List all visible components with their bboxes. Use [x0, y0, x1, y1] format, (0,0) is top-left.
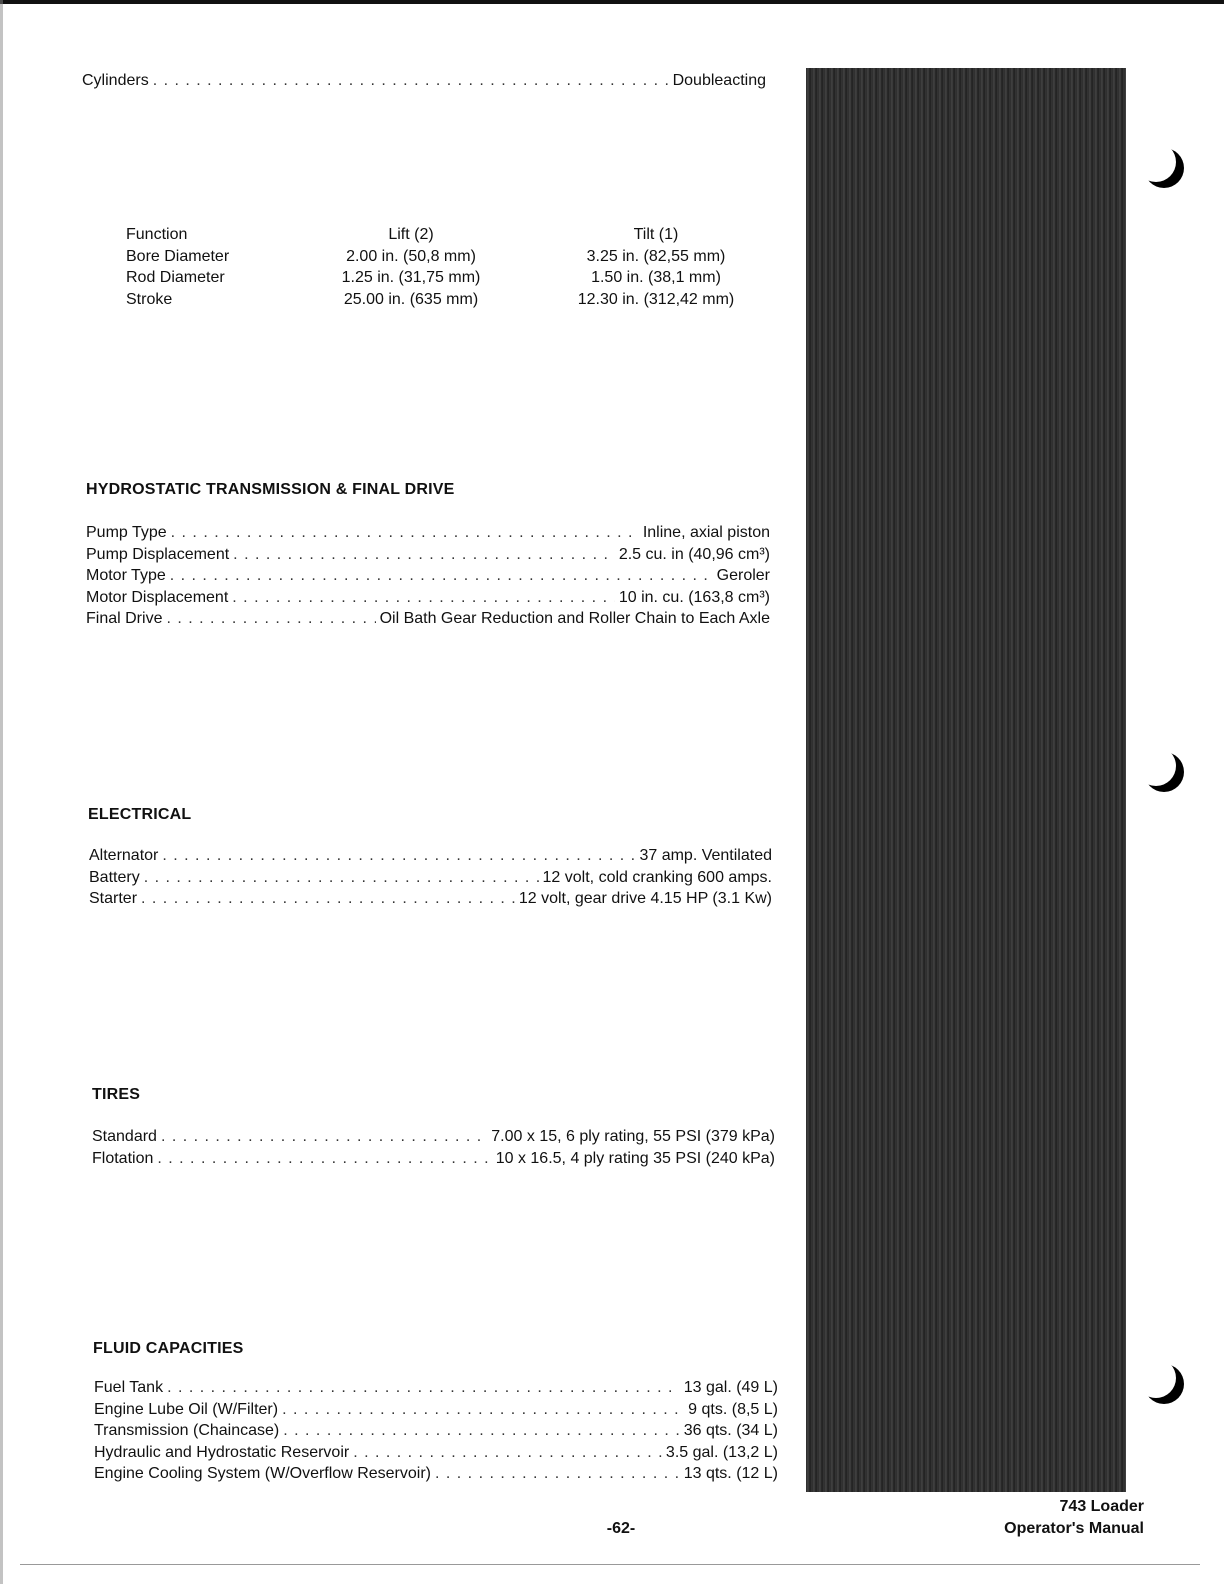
binder-hole-bottom — [1144, 1364, 1184, 1404]
dot-leader — [232, 587, 615, 609]
cylinders-label: Cylinders — [82, 72, 149, 89]
spec-label: Battery — [89, 868, 140, 886]
lift-value: 2.00 in. (50,8 mm) — [346, 247, 476, 265]
section-heading-electrical: ELECTRICAL — [88, 806, 192, 823]
dot-leader — [166, 608, 375, 630]
spec-row — [94, 1463, 778, 1485]
dot-leader — [233, 544, 615, 566]
table-row — [126, 267, 786, 289]
section-heading-fluid-capacities: FLUID CAPACITIES — [93, 1340, 244, 1357]
section-heading-hydrostatic: HYDROSTATIC TRANSMISSION & FINAL DRIVE — [86, 481, 455, 498]
electrical-spec-list — [89, 845, 772, 910]
top-border — [0, 0, 1224, 4]
left-scan-edge — [0, 0, 3, 1584]
spec-label: Engine Cooling System (W/Overflow Reservoir) — [94, 1465, 431, 1482]
manual-footer — [1004, 1496, 1144, 1539]
cylinders-value: Doubleacting — [672, 72, 766, 89]
bottom-border — [20, 1564, 1200, 1565]
spec-row — [89, 867, 772, 889]
spec-value: Geroler — [716, 567, 770, 584]
dot-leader — [170, 565, 713, 587]
lift-value: 25.00 in. (635 mm) — [343, 290, 479, 308]
spec-value: 37 amp. Ventilated — [639, 847, 772, 864]
spec-value: 13 gal. (49 L) — [683, 1379, 778, 1396]
binder-hole-top — [1144, 148, 1184, 188]
spec-label: Hydraulic and Hydrostatic Reservoir — [94, 1443, 350, 1461]
dot-leader — [171, 522, 639, 544]
dot-leader — [162, 845, 635, 867]
spec-label: Engine Lube Oil (W/Filter) — [94, 1400, 279, 1418]
dot-leader — [435, 1463, 680, 1485]
spec-row — [86, 587, 770, 609]
spec-row — [94, 1399, 778, 1421]
spec-label: Pump Type — [86, 524, 167, 541]
dot-leader — [282, 1399, 684, 1421]
cylinders-row — [82, 70, 766, 92]
spec-row — [86, 544, 770, 566]
spec-value: 12 volt, cold cranking 600 amps. — [542, 868, 772, 886]
footer-title: Operator's Manual — [1004, 1519, 1144, 1537]
tilt-value: 1.50 in. (38,1 mm) — [591, 269, 721, 286]
dot-leader — [283, 1420, 679, 1442]
spec-value: 3.5 gal. (13,2 L) — [665, 1443, 778, 1461]
spec-label: Motor Type — [86, 567, 166, 584]
dot-leader — [153, 70, 669, 92]
spec-label: Alternator — [89, 847, 159, 864]
spec-row — [89, 845, 772, 867]
tilt-value: 12.30 in. (312,42 mm) — [577, 290, 735, 308]
spec-value: 10 x 16.5, 4 ply rating 35 PSI (240 kPa) — [495, 1149, 775, 1167]
spec-label: Motor Displacement — [86, 588, 229, 606]
spec-row — [86, 608, 770, 630]
spec-row — [94, 1442, 778, 1464]
dot-leader — [161, 1126, 487, 1148]
cylinder-spec-table — [126, 224, 786, 310]
spec-value: 7.00 x 15, 6 ply rating, 55 PSI (379 kPa) — [491, 1128, 775, 1145]
spec-row — [86, 522, 770, 544]
table-header-row — [126, 224, 786, 246]
spec-row — [94, 1420, 778, 1442]
spec-row — [89, 888, 772, 910]
footer-model: 743 Loader — [1059, 1498, 1144, 1515]
spec-value: 2.5 cu. in (40,96 cm³) — [618, 545, 770, 563]
binder-hole-middle — [1144, 752, 1184, 792]
hydrostatic-spec-list — [86, 522, 770, 630]
row-label: Rod Diameter — [126, 269, 225, 286]
lift-value: 1.25 in. (31,75 mm) — [341, 269, 481, 286]
spec-label: Flotation — [92, 1149, 154, 1167]
section-heading-tires: TIRES — [92, 1086, 141, 1103]
dot-leader — [141, 888, 515, 910]
spec-value: 12 volt, gear drive 4.15 HP (3.1 Kw) — [518, 890, 772, 907]
spec-value: 36 qts. (34 L) — [683, 1422, 778, 1439]
header-function: Function — [126, 226, 188, 243]
dot-leader — [157, 1148, 491, 1170]
spec-value: Inline, axial piston — [642, 524, 770, 541]
spec-value: 9 qts. (8,5 L) — [688, 1400, 778, 1418]
spec-row — [92, 1126, 775, 1148]
spec-value: Oil Bath Gear Reduction and Roller Chain to Each Axle — [379, 610, 770, 627]
row-label: Stroke — [126, 290, 173, 308]
spec-label: Fuel Tank — [94, 1379, 164, 1396]
dot-leader — [167, 1377, 680, 1399]
table-row — [126, 289, 786, 311]
page-number: -62- — [606, 1520, 636, 1537]
header-tilt: Tilt (1) — [633, 226, 679, 243]
fluid-spec-list — [94, 1377, 778, 1485]
header-lift: Lift (2) — [388, 226, 434, 243]
spec-row — [92, 1148, 775, 1170]
spec-label: Pump Displacement — [86, 545, 230, 563]
table-row — [126, 246, 786, 268]
spec-label: Transmission (Chaincase) — [94, 1422, 280, 1439]
dot-leader — [353, 1442, 662, 1464]
dark-side-panel — [806, 68, 1126, 1492]
spec-row — [94, 1377, 778, 1399]
spec-value: 13 qts. (12 L) — [683, 1465, 778, 1482]
spec-label: Final Drive — [86, 610, 163, 627]
spec-label: Standard — [92, 1128, 157, 1145]
tires-spec-list — [92, 1126, 775, 1169]
spec-row — [86, 565, 770, 587]
row-label: Bore Diameter — [126, 247, 230, 265]
spec-value: 10 in. cu. (163,8 cm³) — [618, 588, 770, 606]
dot-leader — [144, 867, 539, 889]
tilt-value: 3.25 in. (82,55 mm) — [586, 247, 726, 265]
spec-label: Starter — [89, 890, 138, 907]
